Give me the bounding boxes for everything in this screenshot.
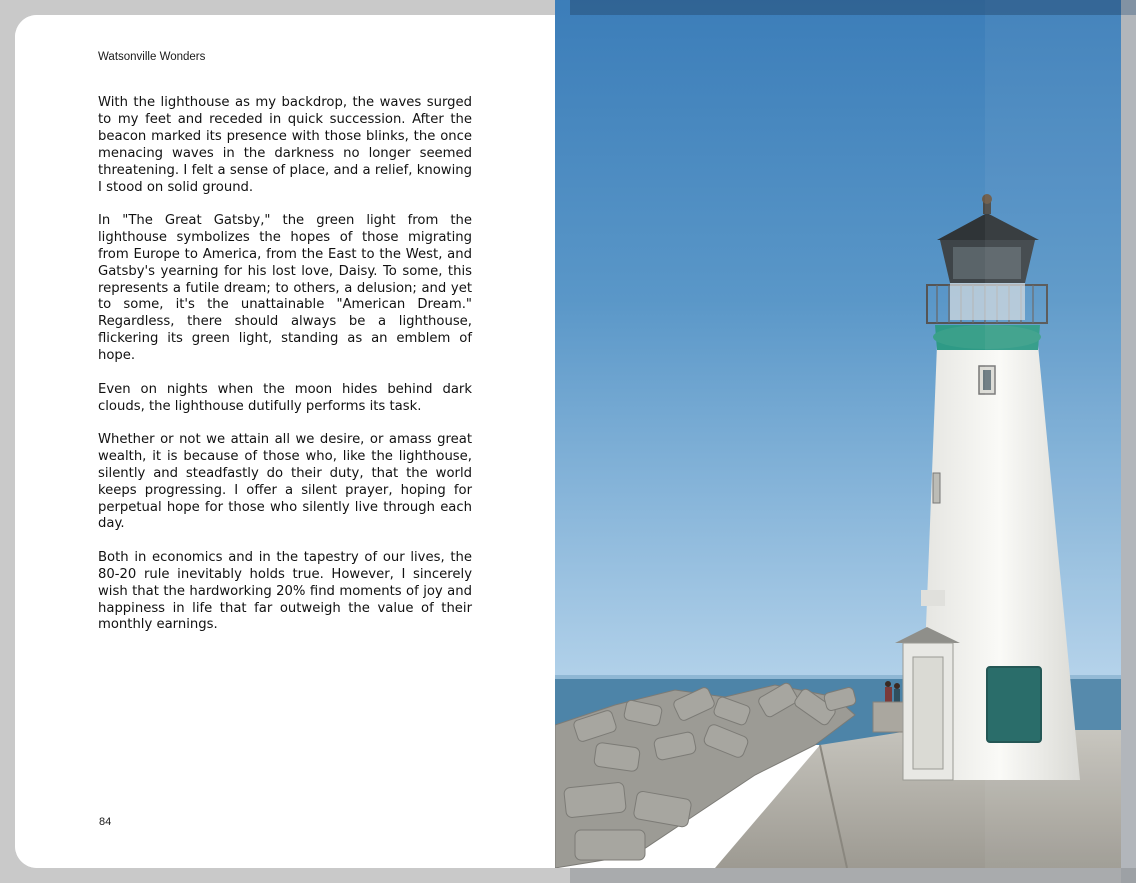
paragraph-4: Whether or not we attain all we desire, or amass great wealth, it is because of those who, like the lighthouse, silently and steadfastly do their duty, that the world keeps progressing. I offer a silent prayer, hoping for perpetual hope for those who silently live through each day.	[98, 431, 472, 532]
body-text	[98, 95, 472, 651]
running-header: Watsonville Wonders	[98, 51, 206, 63]
paragraph-5: Both in economics and in the tapestry of our lives, the 80-20 rule inevitably holds true. However, I sincerely wish that the hardworking 20% find moments of joy and happiness in life that far outweigh the value of their monthly earnings.	[98, 549, 472, 633]
left-page	[15, 15, 570, 868]
frame-edge-bottom	[570, 868, 1136, 883]
paragraph-1: With the lighthouse as my backdrop, the waves surged to my feet and receded in quick succession. After the beacon marked its presence with those blinks, the once menacing waves in the darkness no longer seemed threatening. I felt a sense of place, and a relief, knowing I stood on solid ground.	[98, 95, 472, 195]
frame-edge-top	[570, 0, 1136, 15]
paragraph-2: In "The Great Gatsby," the green light from the lighthouse symbolizes the hopes of those migrating from Europe to America, from the East to the West, and Gatsby's yearning for his lost love, Daisy. To some, this represents a futile dream; to others, a delusion; and yet to some, it's the unattainable "American Dream." Regardless, there should always be a lighthouse, flickering its green light, standing as an emblem of hope.	[98, 212, 472, 364]
paragraph-3: Even on nights when the moon hides behind dark clouds, the lighthouse dutifully performs its task.	[98, 381, 472, 414]
page-number: 84	[99, 816, 112, 828]
lighthouse-photo	[555, 0, 1121, 868]
frame-edge-right	[1121, 0, 1136, 883]
